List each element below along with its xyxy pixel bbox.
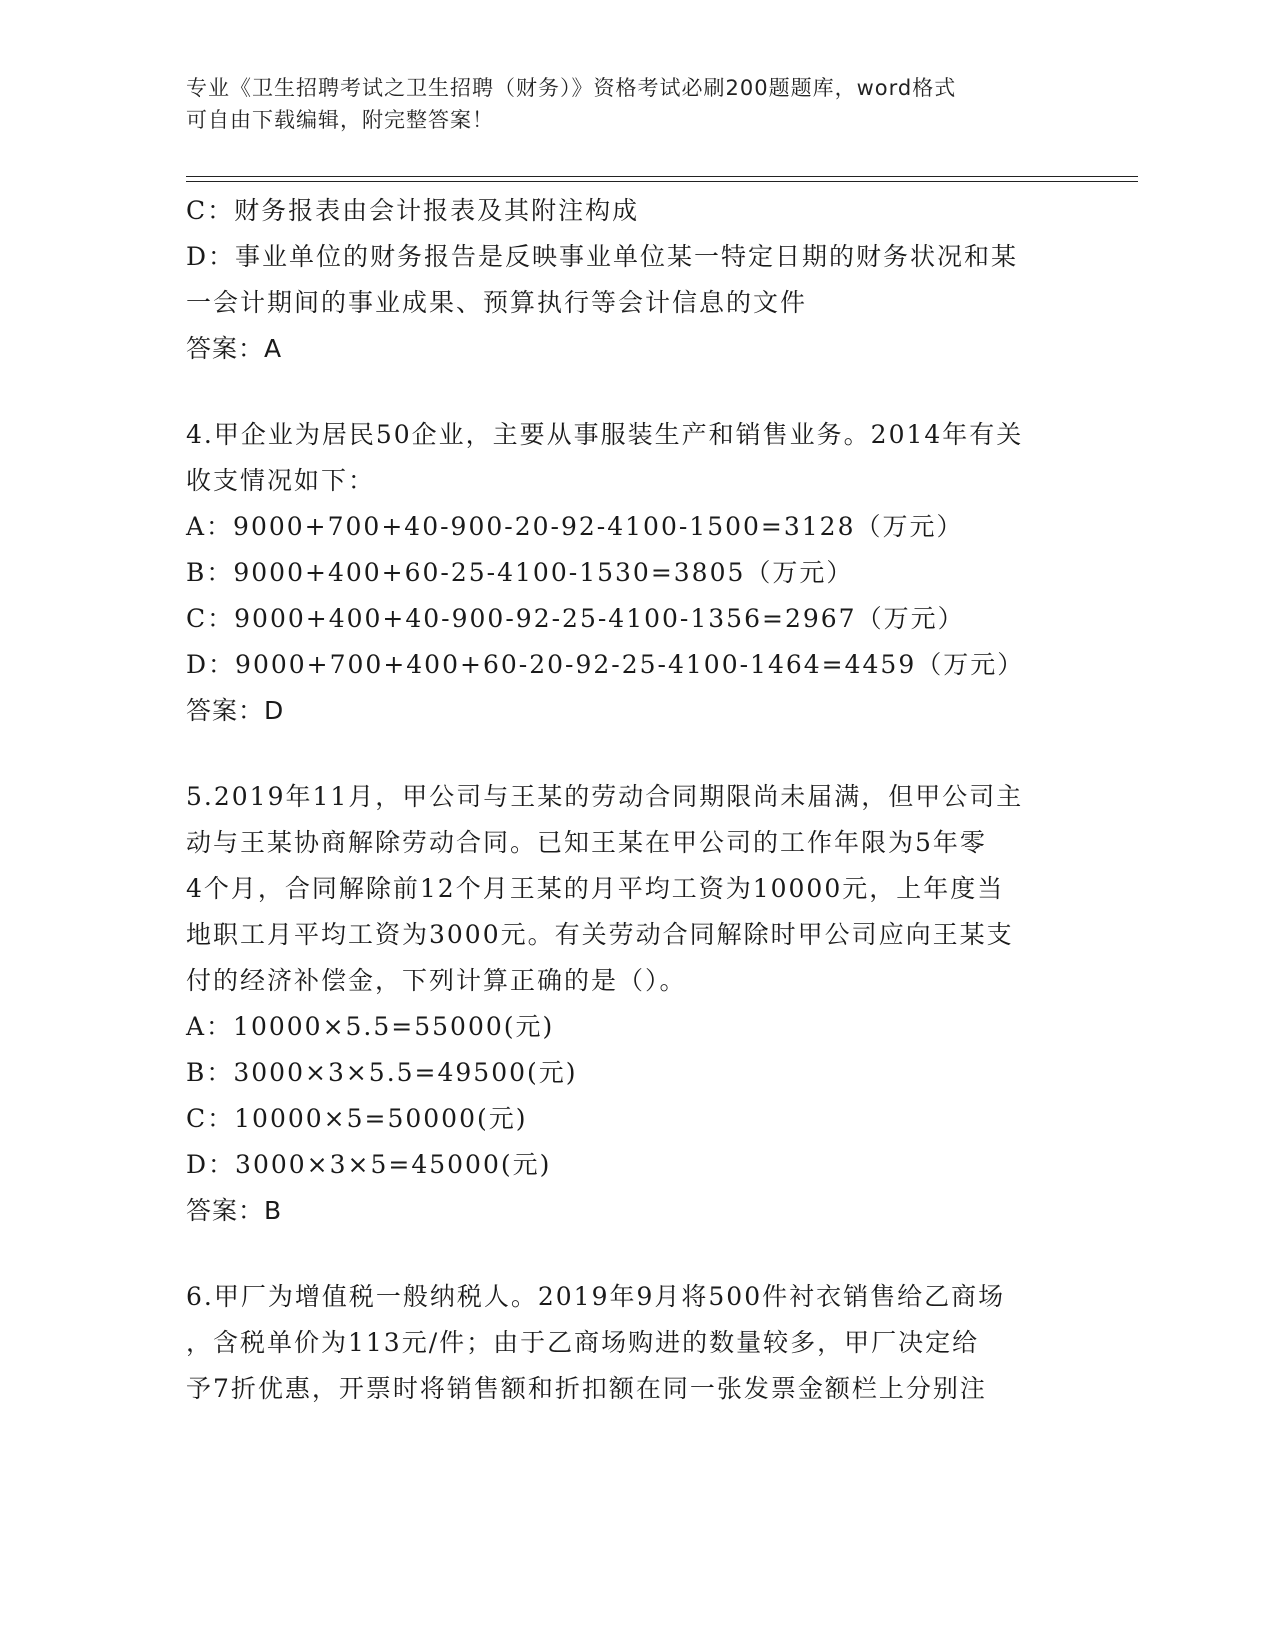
question-stem-line-2: ，含税单价为113元/件；由于乙商场购进的数量较多，甲厂决定给 bbox=[186, 1328, 980, 1357]
question-stem-line-4: 地职工月平均工资为3000元。有关劳动合同解除时甲公司应向王某支 bbox=[186, 920, 1014, 949]
question-stem-line-3: 4个月，合同解除前12个月王某的月平均工资为10000元，上年度当 bbox=[186, 874, 1005, 903]
question-stem-line-3: 予7折优惠，开票时将销售额和折扣额在同一张发票金额栏上分别注 bbox=[186, 1374, 987, 1403]
spacer bbox=[186, 1234, 1086, 1274]
answer: 答案：B bbox=[186, 1196, 283, 1225]
option-c: C：财务报表由会计报表及其附注构成 bbox=[186, 196, 640, 225]
option-a: A：9000+700+40-900-20-92-4100-1500=3128（万元） bbox=[186, 512, 964, 541]
document-header bbox=[186, 72, 1086, 136]
answer: 答案：A bbox=[186, 334, 283, 363]
option-d: D：3000×3×5=45000(元) bbox=[186, 1150, 552, 1179]
answer: 答案：D bbox=[186, 696, 285, 725]
question-5 bbox=[186, 774, 1086, 1234]
option-c: C：9000+400+40-900-92-25-4100-1356=2967（万元） bbox=[186, 604, 965, 633]
question-4 bbox=[186, 412, 1086, 734]
question-stem-line-1: 5.2019年11月，甲公司与王某的劳动合同期限尚未届满，但甲公司主 bbox=[186, 782, 1024, 811]
option-d: D：9000+700+400+60-20-92-25-4100-1464=4459（万元） bbox=[186, 650, 1025, 679]
question-stem-line-1: 4.甲企业为居民50企业，主要从事服装生产和销售业务。2014年有关 bbox=[186, 420, 1024, 449]
option-d-line-2: 一会计期间的事业成果、预算执行等会计信息的文件 bbox=[186, 288, 808, 317]
question-stem-line-2: 收支情况如下： bbox=[186, 466, 376, 495]
option-a: A：10000×5.5=55000(元) bbox=[186, 1012, 555, 1041]
question-stem-line-2: 动与王某协商解除劳动合同。已知王某在甲公司的工作年限为5年零 bbox=[186, 828, 987, 857]
header-line-2: 可自由下载编辑，附完整答案！ bbox=[186, 108, 494, 132]
spacer bbox=[186, 372, 1086, 412]
question-3-tail bbox=[186, 188, 1086, 372]
document-body bbox=[186, 188, 1086, 1412]
option-b: B：9000+400+60-25-4100-1530=3805（万元） bbox=[186, 558, 854, 587]
question-stem-line-1: 6.甲厂为增值税一般纳税人。2019年9月将500件衬衣销售给乙商场 bbox=[186, 1282, 1006, 1311]
option-d-line-1: D：事业单位的财务报告是反映事业单位某一特定日期的财务状况和某 bbox=[186, 242, 1019, 271]
question-6 bbox=[186, 1274, 1086, 1412]
option-b: B：3000×3×5.5=49500(元) bbox=[186, 1058, 578, 1087]
question-stem-line-5: 付的经济补偿金，下列计算正确的是（）。 bbox=[186, 966, 687, 995]
spacer bbox=[186, 734, 1086, 774]
header-divider-top bbox=[186, 176, 1138, 177]
header-divider-bottom bbox=[186, 181, 1138, 182]
header-line-1: 专业《卫生招聘考试之卫生招聘（财务）》资格考试必刷200题题库，word格式 bbox=[186, 76, 957, 100]
option-c: C：10000×5=50000(元) bbox=[186, 1104, 528, 1133]
